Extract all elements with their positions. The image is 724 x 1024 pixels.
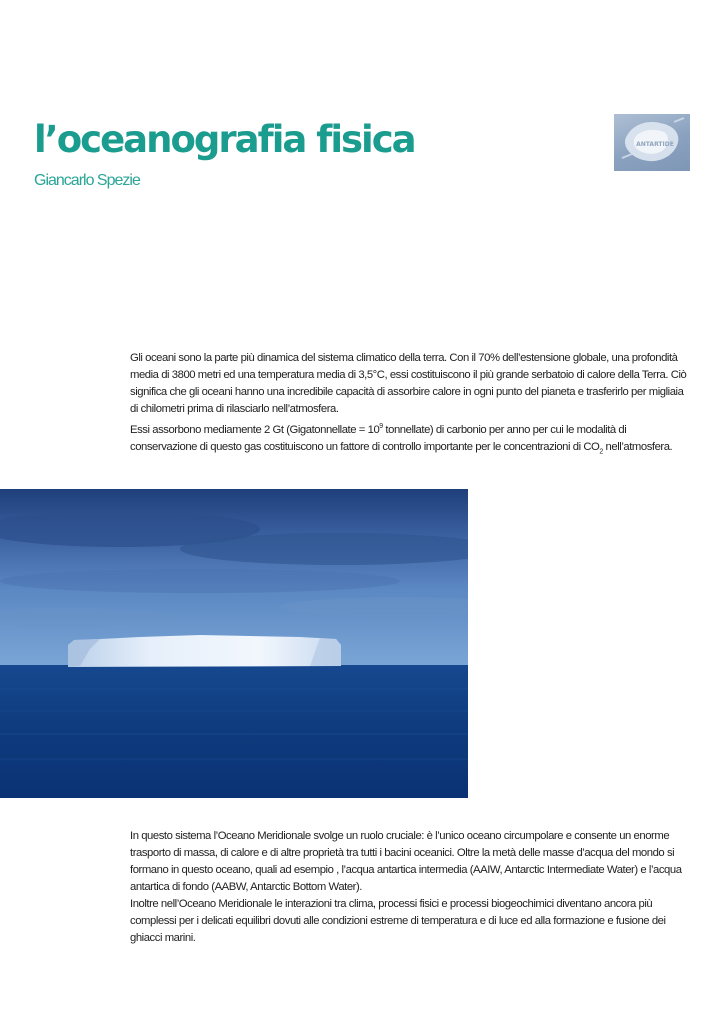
intro-paragraph-2-part-c: nell’atmosfera.: [602, 440, 673, 453]
page-title: l’oceanografia fisica: [34, 118, 415, 161]
subscript: 2: [599, 448, 603, 456]
iceberg-photo: [0, 489, 468, 798]
body-paragraph-2: Inoltre nell’Oceano Meridionale le interazioni tra clima, processi fisici e processi biogeochimici diventano ancora più complessi per i delicati equilibri dovuti alle condizioni estreme di temperatura e di luce ed alla formazione e fusione dei ghiacci marini.: [130, 898, 666, 944]
author-name: Giancarlo Spezie: [34, 172, 140, 189]
intro-text: [130, 350, 690, 460]
antarctica-map-icon: [614, 114, 690, 171]
body-paragraph-1: In questo sistema l’Oceano Meridionale svolge un ruolo cruciale: è l’unico oceano circumpolare e consente un enorme trasporto di massa, di calore e di altre proprietà tra tutti i bacini oceanici. Oltre la metà delle masse d’acqua del mondo si formano in questo oceano, quali ad esempio , l’acqua antartica intermedia (AAIW, Antarctic Intermediate Water) e l’acqua antartica di fondo (AABW, Antarctic Bottom Water).: [130, 830, 682, 893]
exponent: 9: [379, 423, 383, 430]
intro-paragraph-2-part-b: tonnellate) di carbonio per anno per cui le modalità di conservazione di questo gas costituiscono un fattore di controllo importante per le concentrazioni di CO: [130, 423, 627, 453]
intro-paragraph-2-part-a: Essi assorbono mediamente 2 Gt (Gigatonnellate = 10: [130, 423, 380, 436]
body-text: [130, 828, 690, 947]
antarctica-logo: [614, 114, 690, 171]
intro-paragraph-2: [130, 418, 690, 460]
logo-label: ANTARTIDE: [636, 141, 674, 148]
intro-paragraph-1: Gli oceani sono la parte più dinamica del sistema climatico della terra. Con il 70% dell’estensione globale, una profondità media di 3800 metri ed una temperatura media di 3,5°C, essi costituiscono il più grande serbatoio di calore della Terra. Ciò significa che gli oceani hanno una incredibile capacità di assorbire calore in ogni punto del pianeta e trasferirlo per migliaia di chilometri prima di rilasciarlo nell’atmosfera.: [130, 352, 687, 415]
